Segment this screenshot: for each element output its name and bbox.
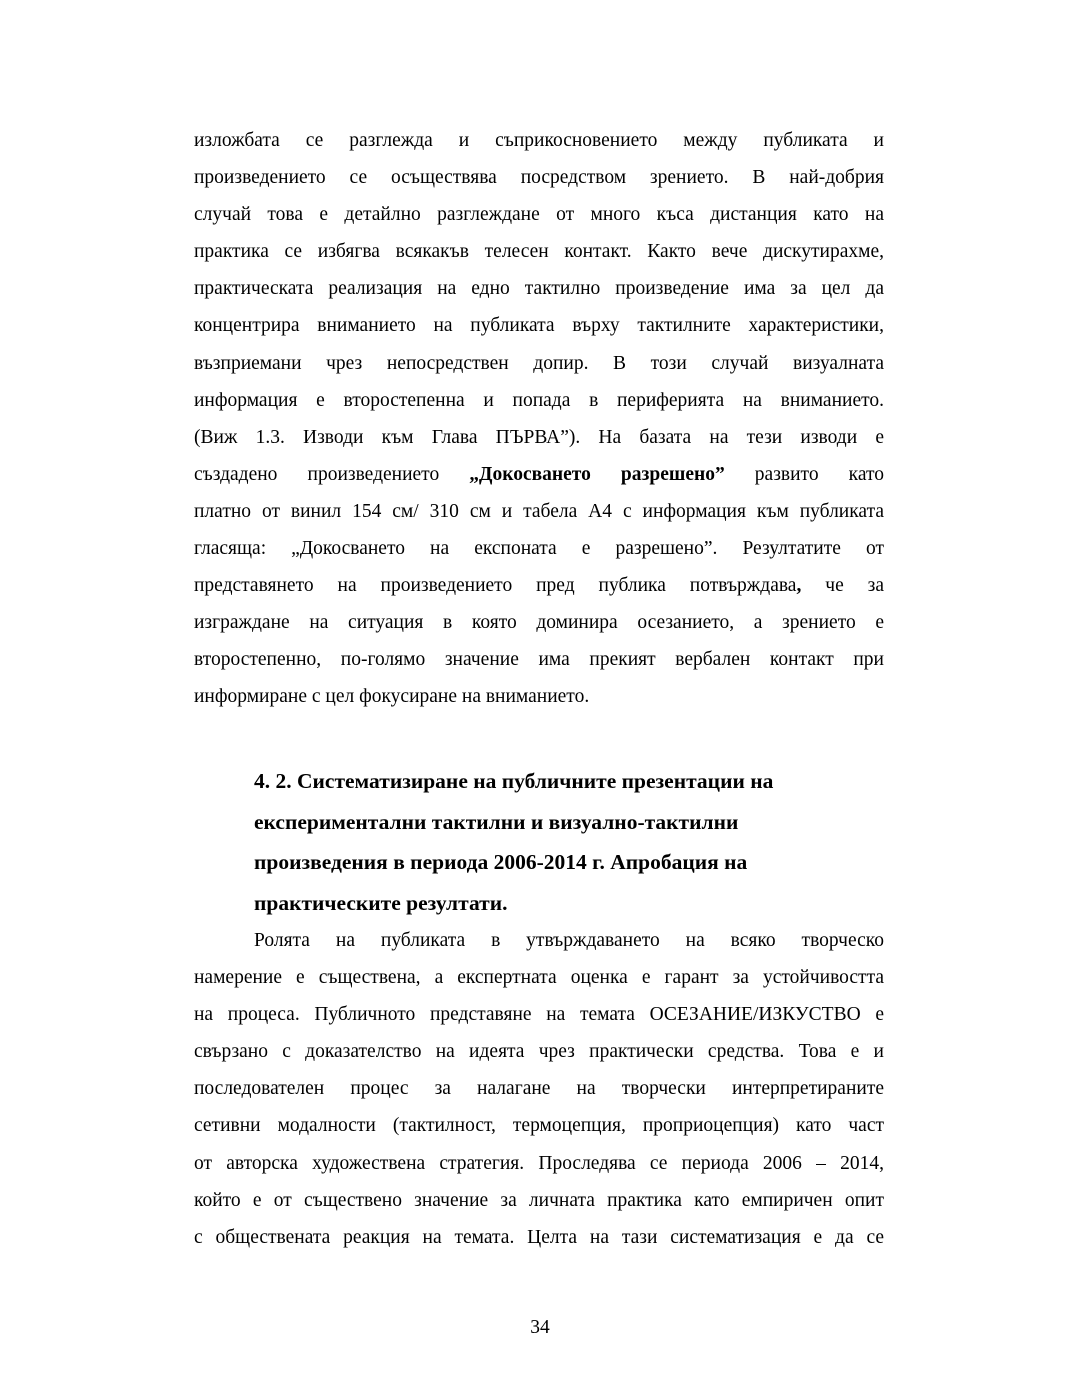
text-line: Ролята на публиката в утвърждаването на всяко творческо [254, 930, 884, 951]
text-line: последователен процес за налагане на творчески интерпретираните [194, 1078, 884, 1100]
text-line [194, 456, 884, 493]
body-paragraph-2 [194, 922, 884, 1256]
text-line: който е от съществено значение за личната практика като емпиричен опит [194, 1189, 884, 1211]
text-line: платно от винил 154 см/ 310 см и табела А4 с информация към публиката [194, 500, 884, 522]
text-line: практика се избягва всякакъв телесен контакт. Както вече дискутирахме, [194, 241, 884, 263]
text-line: намерение е съществена, а експертната оценка е гарант за устойчивостта [194, 967, 884, 989]
text-line: изграждане на ситуация в която доминира осезанието, а зрението е [194, 612, 884, 634]
body-paragraph-1 [194, 122, 884, 716]
text-line: възприемани чрез непосредствен допир. В този случай визуалната [194, 352, 884, 374]
heading-line: практическите резултати. [254, 890, 508, 915]
text-fragment: че за [801, 575, 884, 597]
heading-line: произведения в периода 2006-2014 г. Апробация на [254, 850, 748, 874]
text-line: гласяща: „Докосването на експоната е разрешено”. Резултатите от [194, 538, 884, 560]
section-heading [254, 761, 874, 923]
text-fragment: развито като [724, 463, 885, 485]
text-line: информация е второстепенна и попада в периферията на вниманието. [194, 389, 884, 411]
text-line: от авторска художествена стратегия. Проследява се периода 2006 – 2014, [194, 1152, 884, 1174]
text-line: практическата реализация на едно тактилно произведение има за цел да [194, 278, 884, 300]
text-fragment: създадено произведението [194, 463, 470, 485]
text-line: с обществената реакция на темата. Целта на тази систематизация е да се [194, 1226, 884, 1248]
text-line: свързано с доказателство на идеята чрез практически средства. Това е и [194, 1041, 884, 1063]
text-line: концентрира вниманието на публиката върху тактилните характеристики, [194, 315, 884, 337]
bold-comma: , [796, 575, 802, 597]
artwork-title: „Докосването разрешено” [469, 463, 725, 485]
text-line: информиране с цел фокусиране на вниманието. [194, 686, 590, 708]
text-line: случай това е детайлно разглеждане от много къса дистанция като на [194, 204, 884, 226]
text-line: на процеса. Публичното представяне на темата ОСЕЗАНИЕ/ИЗКУСТВО е [194, 1004, 884, 1026]
text-line: сетивни модалности (тактилност, термоцепция, проприоцепция) като част [194, 1115, 884, 1137]
heading-line: 4. 2. Систематизиране на публичните презентации на [254, 769, 774, 793]
text-fragment: представянето на произведението пред публика потвърждава [194, 575, 797, 597]
text-line: изложбата се разглежда и съприкосновението между публиката и [194, 130, 884, 151]
page-number: 34 [530, 1317, 550, 1338]
text-line: второстепенно, по-голямо значение има прекият вербален контакт при [194, 649, 884, 671]
text-line: (Виж 1.3. Изводи към Глава ПЪРВА”). На базата на тези изводи е [194, 426, 884, 448]
heading-line: експериментални тактилни и визуално-тактилни [254, 809, 739, 834]
text-line: произведението се осъществява посредством зрението. В най-добрия [194, 167, 884, 189]
text-line [194, 567, 884, 604]
